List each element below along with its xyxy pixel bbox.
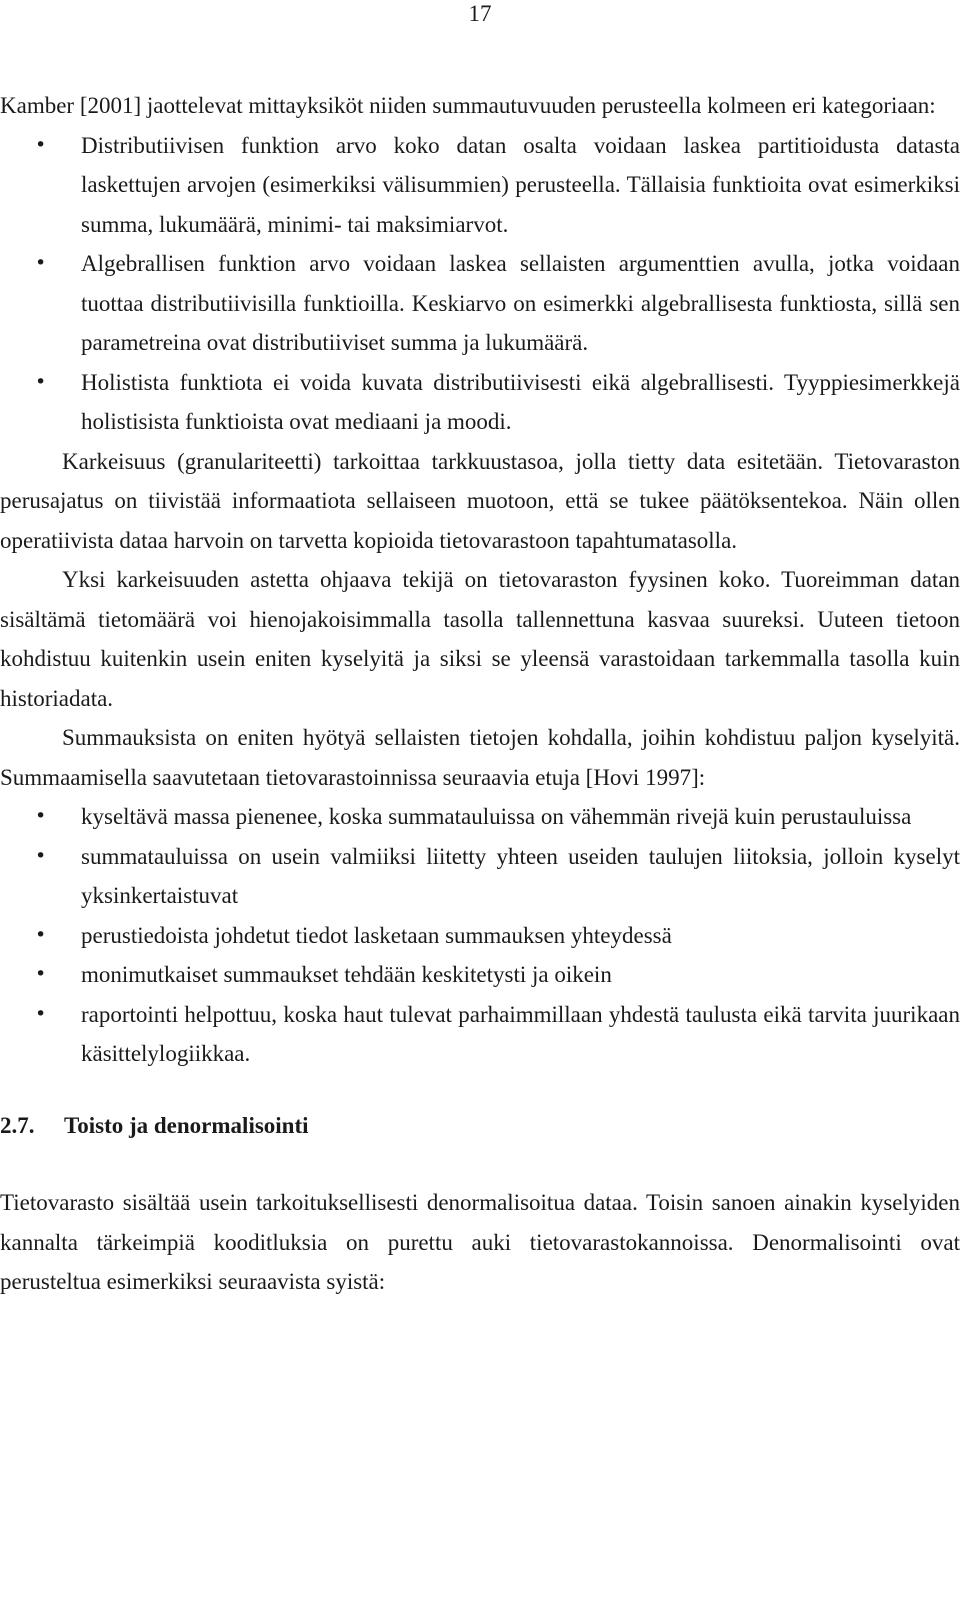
list-item — [0, 955, 960, 995]
bullet-icon: • — [35, 252, 47, 274]
bullet-icon: • — [35, 963, 47, 985]
list-item-text: Distributiivisen funktion arvo koko datan osalta voidaan laskea partitioidusta datasta laskettujen arvojen (esimerkiksi välisummien) perusteella. Tällaisia funktioita ovat esimerkiksi summa, lukumäärä, minimi- tai maksimiarvot. — [81, 132, 960, 237]
list-item — [0, 126, 960, 245]
benefits-list — [0, 797, 960, 1074]
heading-spacer — [0, 1145, 960, 1183]
section-heading — [0, 1106, 960, 1146]
size-paragraph: Yksi karkeisuuden astetta ohjaava tekijä on tietovaraston fyysinen koko. Tuoreimman datan sisältämä tietomäärä voi hienojakoisimmalla tasolla tallennettuna kasvaa suureksi. Uuteen tietoon kohdistuu kuitenkin usein eniten kyselyitä ja siksi se yleensä varastoidaan tarkemmalla tasolla kuin historiadata. — [0, 567, 960, 711]
list-item-text: summatauluissa on usein valmiiksi liitetty yhteen useiden taulujen liitoksia, jolloin kyselyt yksinkertaistuvat — [81, 843, 960, 908]
list-item-text: Holistista funktiota ei voida kuvata distributiivisesti eikä algebrallisesti. Tyyppiesimerkkejä holistisista funktioista ovat mediaani ja moodi. — [81, 369, 960, 434]
list-item — [0, 916, 960, 956]
section-title: Toisto ja denormalisointi — [64, 1112, 309, 1138]
list-item — [0, 363, 960, 442]
list-item-text: perustiedoista johdetut tiedot lasketaan summauksen yhteydessä — [81, 922, 672, 948]
list-item — [0, 244, 960, 363]
bullet-icon: • — [35, 844, 47, 867]
list-item-text: raportointi helpottuu, koska haut tulevat parhaimmillaan yhdestä taulusta eikä tarvita juurikaan käsittelylogiikkaa. — [81, 1001, 960, 1066]
document-body — [0, 86, 960, 1302]
page-number: 17 — [468, 1, 492, 26]
category-list — [0, 126, 960, 442]
bullet-icon: • — [35, 133, 47, 156]
bullet-icon: • — [35, 370, 47, 393]
list-item — [0, 837, 960, 916]
list-item-text: monimutkaiset summaukset tehdään keskitetysti ja oikein — [81, 962, 612, 987]
bullet-icon: • — [35, 805, 47, 827]
granularity-paragraph: Karkeisuus (granulariteetti) tarkoittaa tarkkuustasoa, jolla tietty data esitetään. Tietovaraston perusajatus on tiivistää informaatiota sellaiseen muotoon, että se tukee päätöksentekoa. Näin ollen operatiivista dataa harvoin on tarvetta kopioida tietovarastoon tapahtumatasolla. — [0, 448, 960, 553]
intro-paragraph: Kamber [2001] jaottelevat mittayksiköt niiden summautuvuuden perusteella kolmeen eri kategoriaan: — [0, 93, 936, 118]
list-item — [0, 797, 960, 837]
list-item — [0, 995, 960, 1074]
bullet-icon: • — [35, 1002, 47, 1025]
summaries-paragraph: Summauksista on eniten hyötyä sellaisten tietojen kohdalla, joihin kohdistuu paljon kyselyitä. Summaamisella saavutetaan tietovarastoinnissa seuraavia etuja [Hovi 1997]: — [0, 725, 960, 790]
bullet-icon: • — [35, 923, 47, 946]
denormalization-paragraph: Tietovarasto sisältää usein tarkoituksellisesti denormalisoitua dataa. Toisin sanoen ainakin kyselyiden kannalta tärkeimpiä kooditluksia on purettu auki tietovarastokannoissa. Denormalisointi ovat perusteltua esimerkiksi seuraavista syistä: — [0, 1190, 960, 1294]
list-item-text: kyseltävä massa pienenee, koska summatauluissa on vähemmän rivejä kuin perustauluissa — [81, 804, 912, 829]
section-number: 2.7. — [0, 1112, 35, 1138]
list-item-text: Algebrallisen funktion arvo voidaan laskea sellaisten argumenttien avulla, jotka voidaan tuottaa distributiivisilla funktioilla. Keskiarvo on esimerkki algebrallisesta funktiosta, sillä sen parametreina ovat distributiiviset summa ja lukumäärä. — [81, 251, 960, 355]
